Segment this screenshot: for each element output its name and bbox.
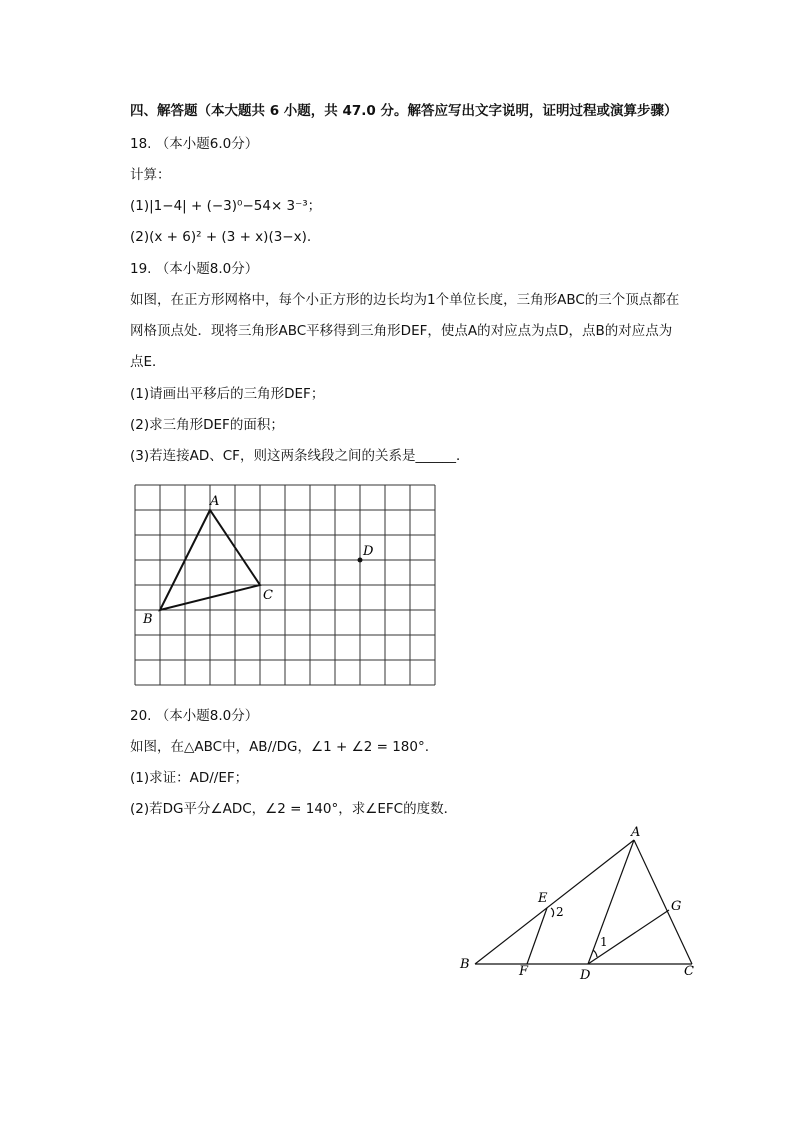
question-number: 19. — [130, 261, 152, 277]
question-19-part1: (1)请画出平移后的三角形DEF； — [130, 386, 325, 402]
question-18-intro: 计算： — [130, 167, 171, 183]
label-c: C — [263, 588, 273, 603]
label-e: E — [538, 891, 548, 906]
section-heading: 四、解答题（本大题共 6 小题，共 47.0 分。解答应写出文字说明，证明过程或演算步骤） — [130, 103, 678, 119]
question-20-part1: (1)求证：AD//EF； — [130, 770, 249, 786]
question-19-part2: (2)求三角形DEF的面积； — [130, 417, 284, 433]
question-19-text-line3: 点E． — [130, 354, 166, 370]
question-19-part3: (3)若连接AD、CF，则这两条线段之间的关系是______． — [130, 448, 470, 464]
question-score: （本小题8.0分） — [155, 708, 259, 724]
point-d-dot — [358, 558, 363, 563]
label-a: A — [210, 494, 220, 509]
label-d: D — [580, 968, 591, 983]
question-19-header — [130, 260, 258, 278]
question-18-header — [130, 135, 258, 153]
question-20-part2: (2)若DG平分∠ADC，∠2 = 140°，求∠EFC的度数． — [130, 801, 458, 817]
label-g: G — [671, 899, 682, 914]
question-20-header — [130, 707, 258, 725]
label-b: B — [460, 957, 470, 972]
question-score: （本小题6.0分） — [155, 136, 259, 152]
question-19-text-line1: 如图，在正方形网格中，每个小正方形的边长均为1个单位长度，三角形ABC的三个顶点都在 — [130, 292, 680, 308]
label-f: F — [519, 964, 529, 979]
question-number: 20. — [130, 708, 152, 724]
label-angle-2: 2 — [556, 905, 564, 919]
triangle-figure — [450, 820, 710, 990]
question-score: （本小题8.0分） — [155, 261, 259, 277]
side-ab — [475, 840, 634, 964]
question-number: 18. — [130, 136, 152, 152]
label-d: D — [363, 544, 374, 559]
angle-2-arc — [551, 908, 554, 917]
question-19-text-line2: 网格顶点处．现将三角形ABC平移得到三角形DEF，使点A的对应点为点D，点B的对应点为 — [130, 323, 673, 339]
side-ac — [634, 840, 692, 964]
label-a: A — [631, 825, 641, 840]
grid-figure — [120, 475, 450, 690]
angle-1-arc — [593, 950, 597, 957]
question-18-part2: (2)(x + 6)² + (3 + x)(3−x). — [130, 229, 312, 245]
question-20-text: 如图，在△ABC中，AB//DG，∠1 + ∠2 = 180°. — [130, 739, 429, 755]
question-18-part1: (1)|1−4| + (−3)⁰−54× 3⁻³； — [130, 198, 322, 214]
label-angle-1: 1 — [600, 935, 608, 949]
label-c: C — [684, 964, 694, 979]
label-b: B — [143, 612, 153, 627]
